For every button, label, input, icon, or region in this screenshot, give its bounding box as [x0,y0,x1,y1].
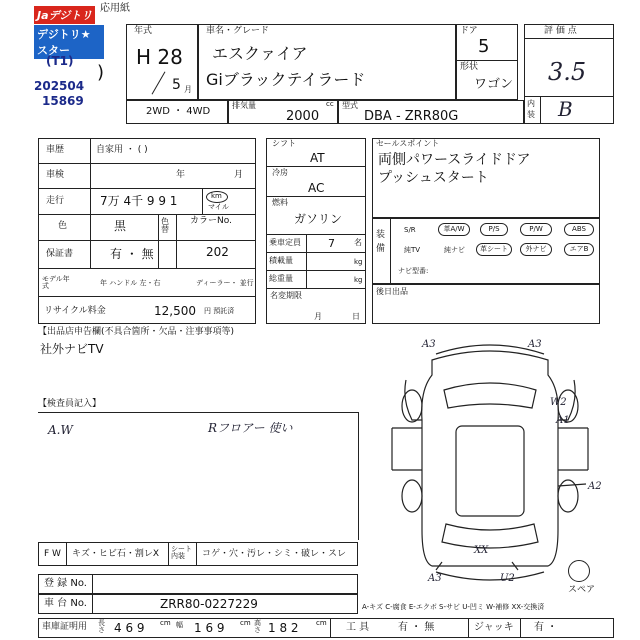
gross-unit: kg [354,276,363,284]
cert-sep-3 [520,618,521,638]
width-unit: cm [240,619,251,627]
navi-model-label: ナビ型番: [398,267,429,275]
damage-legend: A-キズ C-腐食 E-エクボ S-サビ U-凹ミ W-補修 XX-交換済 [362,603,545,611]
color-value: 黒 [114,219,127,233]
fw-sep-2 [168,542,169,566]
load-label: 積載量 [269,256,293,265]
mark-a3-front-right: A3 [528,339,542,350]
mt-h6 [266,288,366,289]
title-change-label: 名変期限 [270,291,302,300]
chassis-value: ZRR80-0227229 [160,597,258,611]
fw-label: F W [44,549,61,559]
score-divider [524,38,614,39]
capacity-unit: 名 [354,238,362,247]
equip-sr: S/R [404,226,416,234]
lt-h2 [38,188,256,189]
gross-label: 総重量 [269,274,293,283]
logo-bottom: デジトリ★スター [34,25,104,59]
mark-xx: XX [474,545,489,556]
color-sep [158,214,159,268]
paren-close: ) [97,62,105,83]
lt-h6 [38,296,256,297]
fuel-value: ガソリン [294,212,343,226]
color-no-value: 202 [206,245,229,259]
history-value: 自家用 ・ ( ) [96,145,148,155]
model-year-label: モデル年式 [42,275,70,290]
length-unit: cm [160,619,171,627]
dealer-label: ディーラー・ 並行 [196,279,254,287]
spare-tire-icon [568,560,590,582]
capacity-value: 7 [328,237,335,250]
seat-label: シート内装 [171,545,192,560]
inspection-month: 月 [234,170,244,180]
mark-u2: U2 [500,573,515,584]
score-label: 評 価 点 [544,26,577,36]
width-value: 1 6 9 [194,621,225,635]
height-unit: cm [316,619,327,627]
color-label: 色 [58,221,68,231]
seller-notes-label: 【出品店申告欄(不具合箇所・欠品・注事事項等) [38,327,235,337]
mileage-value: 7万 4千 9 9 1 [100,194,178,208]
fw-items: キズ・ヒビ石・割レX [72,549,159,559]
lot-number: 15869 [42,94,84,108]
mark-a1: A1 [556,415,570,426]
inspection-year: 年 [176,170,186,180]
month-unit: 月 [184,85,192,94]
cert-sep [330,618,331,638]
equip-aw: 革A/W [438,223,470,236]
seller-notes-value: 社外ナビTV [40,342,104,356]
auction-logo [34,4,104,59]
inspector-label: 【検査員記入】 [38,399,102,409]
inspector-note-2: Rフロアー 使い [208,421,293,435]
mileage-label: 走行 [46,196,65,206]
title-change-month: 月 [314,312,322,321]
recycle-value: 12,500 [154,304,196,318]
displacement-unit: cc [326,100,334,108]
model-name: エスクァイア [212,44,308,63]
mileage-sep [202,188,203,214]
fw-sep-3 [196,542,197,566]
sales-point-line1: 両側パワースライドドア [378,152,531,168]
length-label: 長さ [98,619,105,634]
interior-label: 内 [527,99,535,108]
month-value: 5 [172,77,181,93]
inspector-note-1: A.W [48,423,73,437]
mt-h1 [266,166,366,167]
doors-value: 5 [478,36,490,57]
sales-point-label: セールスポイント [376,139,440,148]
fw-sep [66,542,67,566]
recycle-unit: 円 預託済 [204,307,235,315]
lt-h1 [38,163,256,164]
year-value: H 28 [136,45,183,69]
capacity-label: 乗車定員 [269,238,301,247]
post-sales-label: 後日出品 [376,287,408,296]
mark-a2: A2 [588,481,602,492]
width-label: 幅 [176,621,183,629]
type-label: 型式 [342,101,358,110]
score-value: 3.5 [548,58,587,86]
mt-h5 [266,270,366,271]
equip-abs: ABS [564,223,594,236]
displacement-value: 2000 [286,109,320,124]
equip-pw: P/W [520,223,552,236]
equip-seat: 革シート [476,243,512,256]
grade-name: Giブラックテイラード [206,70,366,89]
seat-items: コゲ・穴・汚レ・シミ・破レ・スレ [202,549,347,559]
tools-value: 有 ・ 無 [398,622,435,633]
tools-label: 工 具 [346,622,370,633]
mt-v1 [306,234,307,288]
lt-h3 [38,214,256,215]
equip-ext-navi: 外ナビ [520,243,552,256]
model-label: 車名・グレード [206,26,270,36]
mt-h3 [266,234,366,235]
cert-label: 車庫証明用 [42,622,88,632]
logo-top: Jaデジトリ [34,6,95,24]
history-label: 車歴 [46,145,65,155]
lt-h4 [38,240,256,241]
jack-label: ジャッキ [474,622,514,633]
jack-value: 有 ・ [534,622,558,633]
cert-sep-2 [468,618,469,638]
form-title: 応用紙 [100,3,130,14]
sales-point-line2: プッシュスタート [378,170,489,186]
shift-value: AT [310,151,325,165]
drive-value: 2WD ・ 4WD [146,106,211,117]
load-unit: kg [354,258,363,266]
mark-w2: W2 [550,397,567,408]
interior-label-2: 装 [527,110,535,119]
mt-h2 [266,196,366,197]
shift-label: シフト [272,139,296,148]
type-value: DBA - ZRR80G [364,109,459,124]
equip-ps: P/S [480,223,508,236]
length-value: 4 6 9 [114,621,145,635]
lt-h5 [38,268,256,269]
inspector-line [38,412,358,413]
mark-a3-rear: A3 [428,573,442,584]
body-label: 形状 [460,62,479,72]
mileage-unit-2: マイル [208,203,229,211]
equip-tv: 純TV [404,246,421,254]
inspection-label: 車検 [46,170,65,180]
reg-label: 登 録 No. [44,578,87,589]
equip-navi: 純ナビ [444,246,465,254]
equip-airbag: エアB [564,243,594,256]
fuel-label: 燃料 [272,198,288,207]
car-diagram [372,330,608,592]
color-no-label: カラーNo. [190,216,232,226]
title-change-day: 日 [352,312,360,321]
height-value: 1 8 2 [268,621,299,635]
handle-label: 年 ハンドル 左・右 [100,279,161,287]
color-change-label: 色替 [161,217,169,234]
lot-year-month: 202504 [34,79,85,93]
chassis-label: 車 台 No. [44,598,87,609]
region-code: (T1) [46,54,74,68]
interior-value: B [558,97,573,121]
mileage-unit: km [211,192,222,200]
equipment-label: 装備 [376,230,386,254]
ac-value: AC [308,181,325,195]
interior-vline [540,96,541,124]
year-label: 年式 [134,26,153,36]
equip-v [390,218,391,284]
body-value: ワゴン [474,77,514,92]
color-sep-2 [176,214,177,268]
spare-label: スペア [568,585,596,595]
doors-label: ドア [460,26,478,36]
ac-label: 冷房 [272,168,288,177]
mt-h4 [266,252,366,253]
displacement-label: 排気量 [232,101,256,110]
mark-a3-front-left: A3 [422,339,436,350]
recycle-label: リサイクル料金 [44,306,106,316]
doors-divider [456,60,518,61]
warranty-value: 有 ・ 無 [110,247,154,261]
inspector-vline [358,412,359,540]
lt-v1 [90,138,91,268]
height-label: 高さ [254,619,261,634]
warranty-label: 保証書 [46,249,74,259]
